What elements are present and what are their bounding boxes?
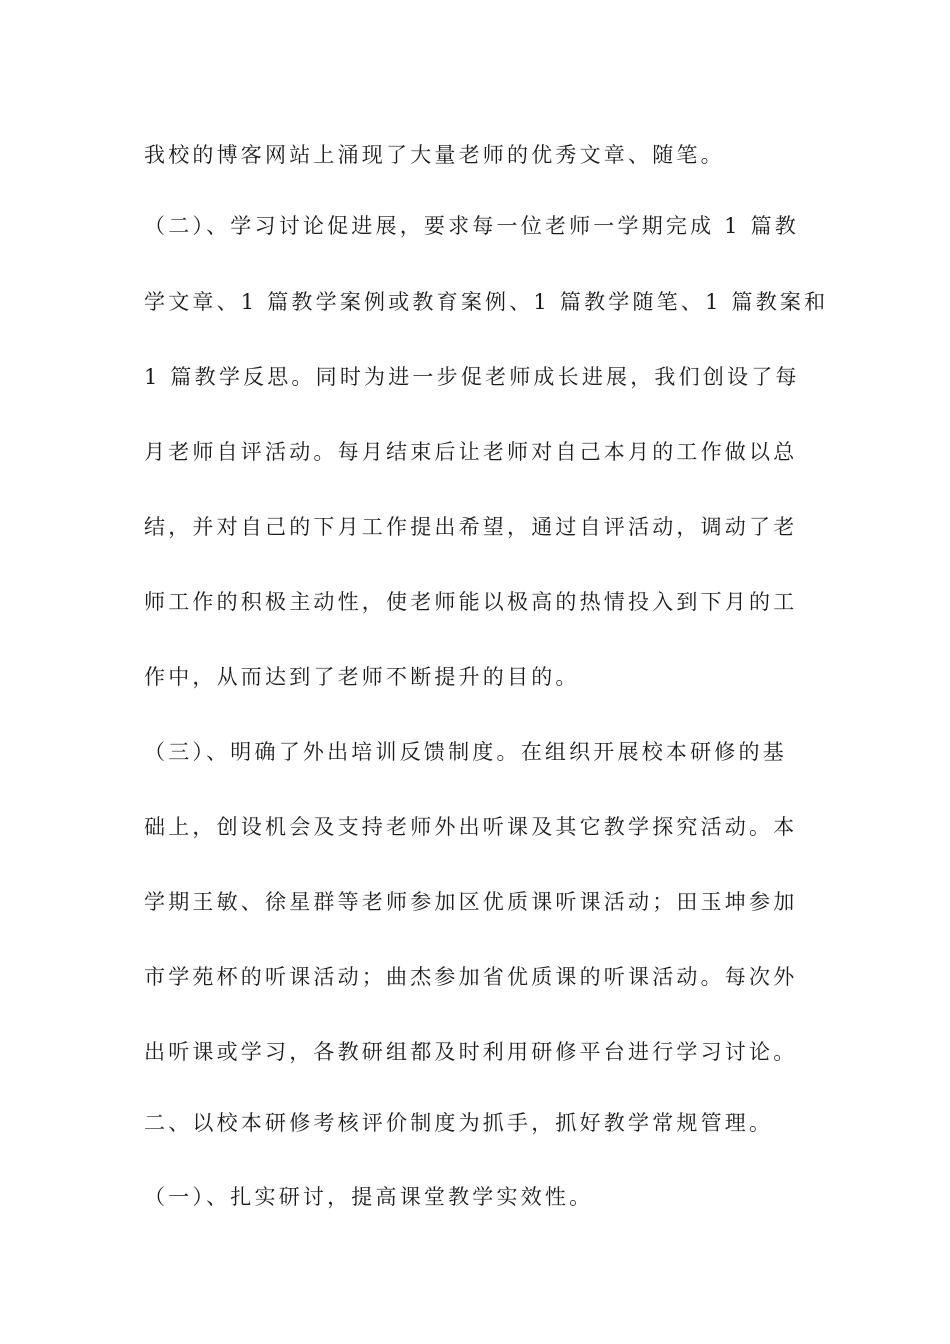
text-line: 出听课或学习，各教研组都及时利用研修平台进行学习讨论。 (144, 1040, 798, 1064)
text-line: 月老师自评活动。每月结束后让老师对自己本月的工作做以总 (144, 440, 798, 464)
section-heading-2: （二）、学习讨论促进展，要求每一位老师一学期完成 1 篇教 (144, 214, 800, 238)
text-line: 1 篇教学反思。同时为进一步促老师成长进展，我们创设了每 (144, 365, 800, 389)
text-line: 师工作的积极主动性，使老师能以极高的热情投入到下月的工 (144, 590, 798, 614)
text-line: 市学苑杯的听课活动；曲杰参加省优质课的听课活动。每次外 (144, 965, 798, 989)
section-heading-3: （三）、明确了外出培训反馈制度。在组织开展校本研修的基 (144, 740, 787, 764)
text-line: 作中，从而达到了老师不断提升的目的。 (144, 665, 580, 689)
text-line: 结，并对自己的下月工作提出希望，通过自评活动，调动了老 (144, 515, 798, 539)
main-heading-2: 二、以校本研修考核评价制度为抓手，抓好教学常规管理。 (144, 1111, 774, 1135)
text-line: 学期王敏、徐星群等老师参加区优质课听课活动；田玉坤参加 (144, 890, 798, 914)
text-line: 学文章、1 篇教学案例或教育案例、1 篇教学随笔、1 篇教案和 (144, 290, 829, 314)
text-line: 我校的博客网站上涌现了大量老师的优秀文章、随笔。 (144, 143, 725, 167)
text-line: 础上，创设机会及支持老师外出听课及其它教学探究活动。本 (144, 815, 798, 839)
sub-heading-1: （一）、扎实研讨，提高课堂教学实效性。 (144, 1185, 594, 1209)
